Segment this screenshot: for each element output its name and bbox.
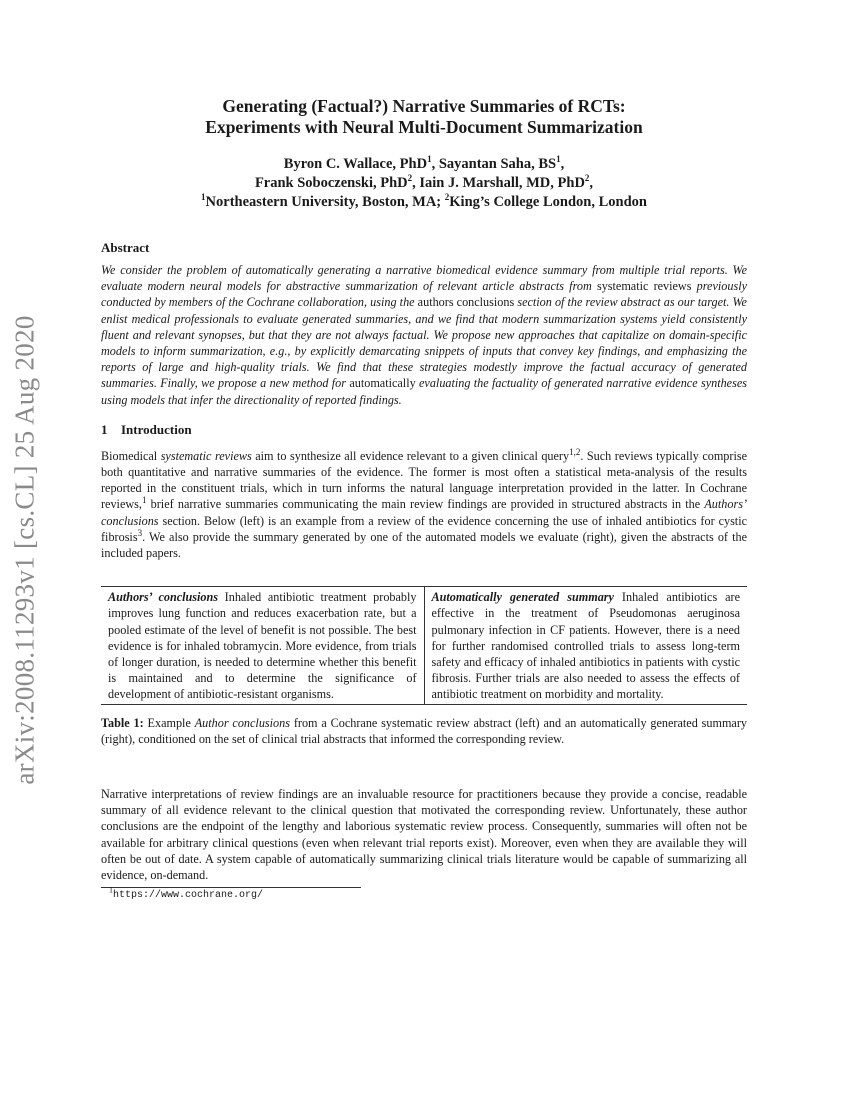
caption-label: Table 1:	[101, 715, 144, 730]
text-span: Example	[143, 715, 195, 730]
abstract-span: authors conclusions	[414, 295, 518, 310]
title-line-2: Experiments with Neural Multi-Document Summarization	[205, 117, 643, 137]
text-span: brief narrative summaries communicating the main review findings are provided in structured abstracts in the	[146, 497, 705, 512]
footnote-rule	[101, 887, 361, 888]
abstract-heading: Abstract	[101, 240, 150, 255]
footnote	[101, 885, 747, 902]
cell-heading: Automatically generated summary	[431, 590, 614, 605]
abstract-span: previously conducted by members of the Cochrane collaboration, using the	[101, 279, 747, 310]
intro-paragraph	[101, 448, 747, 561]
footnote-mark: 1	[141, 495, 147, 506]
text-span: . Such reviews typically comprise both quantitative and narrative summaries of the evidence. The former is most often a statistical meta-analysis of the results reported in the constituent trials, which in turn informs the natural language interpretation provided in the latter. In Cochrane reviews,	[101, 448, 747, 512]
affil-mark: 2	[407, 173, 413, 184]
authors-line-1	[101, 155, 747, 174]
affil-mark: 2	[444, 192, 450, 203]
text-span: from a Cochrane systematic review abstract (left) and an automatically generated summary (right), conditioned on the set of clinical trial abstracts that informed the corresponding review.	[101, 715, 747, 746]
title-line-1: Generating (Factual?) Narrative Summaries of RCTs:	[222, 96, 626, 116]
author-block	[101, 155, 747, 212]
author-3: Frank Soboczenski, PhD	[254, 175, 408, 191]
text-span: Authors’ conclusions	[101, 497, 747, 528]
paper-title	[101, 96, 747, 138]
affiliations	[101, 193, 747, 212]
abstract-span: systematic reviews	[591, 279, 697, 294]
author-2: , Sayantan Saha, BS	[431, 156, 557, 172]
author-sep: ,	[589, 175, 594, 191]
author-1: Byron C. Wallace, PhD	[283, 156, 428, 172]
cell-heading: Authors’ conclusions	[108, 590, 219, 605]
cell-text: Inhaled antibiotics are effective in the treatment of Pseudomonas aeruginosa pulmonary infection in CF patients. However, there is a need for further randomised controlled trials to assess long-term safety and efficacy of inhaled antibiotics in patients with cystic fibrosis. Further trials are also needed to assess the effects of antibiotic treatment on morbidity and mortality.	[431, 590, 741, 702]
text-span: systematic reviews	[160, 448, 252, 463]
arxiv-stamp: arXiv:2008.11293v1 [cs.CL] 25 Aug 2020	[9, 315, 40, 785]
narrative-paragraph: Narrative interpretations of review findings are an invaluable resource for practitioners because they provide a concise, readable summary of all evidence relevant to the clinical question that motivated the corresponding review. Unfortunately, these author conclusions are the endpoint of the lengthy and laborious systematic review process. Consequently, summaries will often not be available for arbitrary clinical questions (even when relevant trial reports exist). Moreover, even when they are available they will often be out of date. A system capable of automatically summarizing clinical trials literature would be capable of summarizing all evidence, on-demand.	[101, 787, 747, 883]
table-row	[101, 587, 747, 704]
text-span: Biomedical	[101, 448, 161, 463]
section-number: 1	[101, 421, 108, 437]
section-heading-introduction	[101, 422, 747, 438]
affil-mark: 2	[584, 173, 590, 184]
table-caption	[101, 715, 747, 747]
citation-mark: 3	[137, 527, 143, 538]
footnote-link[interactable]: https://www.cochrane.org/	[113, 890, 264, 902]
cell-text: Inhaled antibiotic treatment probably improves lung function and reduces exacerbation rate, but a pooled estimate of the level of benefit is not possible. The best evidence is for inhaled tobramycin. More evidence, from trials of longer duration, is needed to determine whether this benefit is maintained and to determine the significance of development of antibiotic-resistant organisms.	[108, 590, 417, 702]
affiliation-2: King’s College London, London	[449, 194, 647, 210]
text-span: section. Below (left) is an example from a review of the evidence concerning the use of inhaled antibiotics for cystic fibrosis	[101, 513, 747, 544]
text-span: . We also provide the summary generated by one of the automated models we evaluate (right), given the abstracts of the included papers.	[101, 529, 747, 561]
affil-mark: 1	[201, 192, 206, 203]
generated-summary-cell	[424, 587, 747, 704]
text-span: aim to synthesize all evidence relevant to a given clinical query	[251, 448, 570, 463]
affil-mark: 1	[556, 154, 561, 165]
author-sep: ,	[560, 156, 565, 172]
affil-mark: 1	[427, 154, 432, 165]
authors-conclusions-cell	[101, 587, 424, 704]
author-4: , Iain J. Marshall, MD, PhD	[412, 175, 585, 191]
section-title: Introduction	[121, 421, 192, 437]
arxiv-sidebar	[0, 290, 50, 810]
abstract-text	[101, 262, 747, 408]
affiliation-1: Northeastern University, Boston, MA;	[205, 194, 445, 210]
paper-page	[101, 96, 747, 901]
abstract-span: section of the review abstract as our target. We enlist medical professionals to evaluate generated summaries, and we find that modern summarization systems yield consistently fluent and relevant synopses, but that they are not always factual. We propose new approaches that capitalize on domain-specific models to inform summarization, e.g., by explicitly demarcating snippets of inputs that convey key findings, and emphasizing the reports of large and high-quality trials. We find that these strategies modestly improve the factual accuracy of generated summaries. Finally, we propose a new method for	[101, 295, 747, 391]
abstract-span: evaluating the factuality of generated narrative evidence syntheses using models that infer the directionality of reported findings.	[101, 376, 747, 407]
abstract-span: automatically	[346, 376, 420, 391]
authors-line-2	[101, 174, 747, 193]
footnote-mark: 1	[109, 885, 113, 895]
conclusions-table	[101, 586, 747, 704]
abstract-span: We consider the problem of automatically generating a narrative biomedical evidence summary from multiple trial reports. We evaluate modern neural models for abstractive summarization of relevant article abstracts from	[101, 263, 747, 294]
citation-mark: 1,2	[569, 446, 581, 457]
text-span: Author conclusions	[194, 715, 290, 730]
